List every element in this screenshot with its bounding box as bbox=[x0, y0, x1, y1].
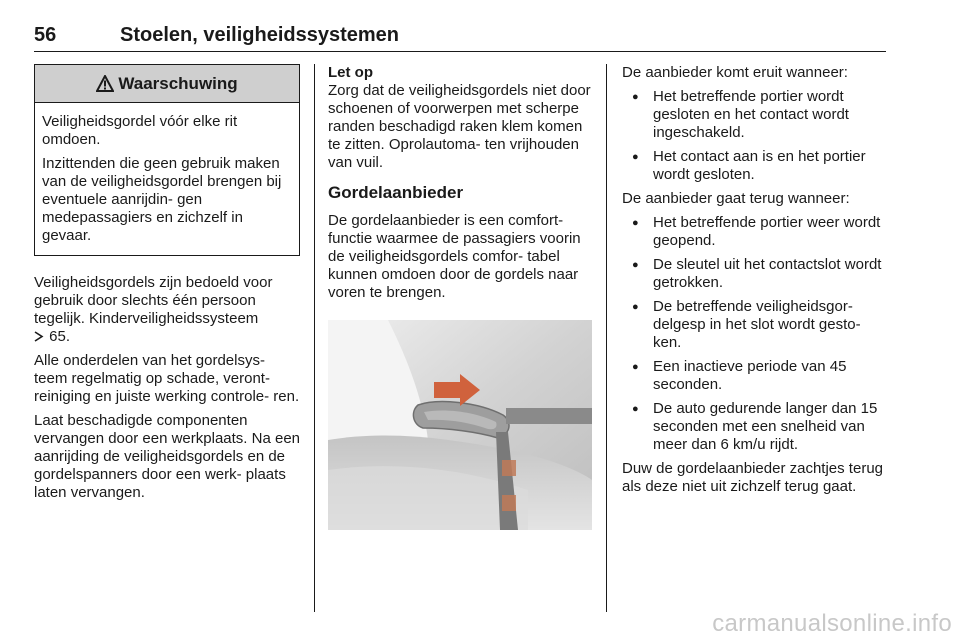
list-item: ● De betreffende veiligheidsgor- delgesp in het slot wordt gesto- ken. bbox=[622, 298, 886, 352]
warning-box bbox=[34, 64, 300, 256]
warning-body bbox=[35, 103, 299, 255]
column-divider bbox=[606, 64, 607, 612]
paragraph: De gordelaanbieder is een comfort- functie waarmee de passagiers voorin de veiligheidsgordels comfor- tabel kunnen omdoen door de gordels naar voren te brengen. bbox=[328, 212, 581, 301]
page-header bbox=[34, 24, 886, 52]
paragraph-text: Veiligheidsgordels zijn bedoeld voor gebruik door slechts één persoon tegelijk. Kinderveiligheidssysteem bbox=[34, 274, 273, 327]
paragraph: Laat beschadigde componenten vervangen door een werkplaats. Na een aanrijding de veiligheidsgordels en de gordelspanners door een werk- plaats laten vervangen. bbox=[34, 412, 301, 501]
running-title: Stoelen, veiligheidssystemen bbox=[120, 24, 399, 46]
list-item: ● De auto gedurende langer dan 15 seconden met een snelheid van meer dan 6 km/u rijdt. bbox=[622, 400, 886, 454]
list-item: ● Het betreffende portier wordt gesloten en het contact wordt ingeschakeld. bbox=[622, 88, 886, 142]
column-divider bbox=[314, 64, 315, 612]
warning-header bbox=[35, 65, 299, 103]
column-middle bbox=[328, 64, 592, 535]
paragraph: Alle onderdelen van het gordelsys- teem regelmatig op schade, veront- reiniging en juiste werking controle- ren. bbox=[34, 352, 300, 405]
list-item: ● Een inactieve periode van 45 seconden. bbox=[622, 358, 886, 394]
belt-presenter-illustration bbox=[328, 320, 592, 530]
bullet-list bbox=[622, 88, 886, 184]
page-number: 56 bbox=[34, 24, 57, 46]
warning-paragraph: Inzittenden die geen gebruik maken van de veiligheidsgordel brengen bij eventuele aanrijdin- gen medepassagiers en zichzelf in gevaar. bbox=[42, 155, 282, 244]
note-text: Zorg dat de veiligheidsgordels niet door schoenen of voorwerpen met scherpe randen beschadigd raken klem komen te zitten. Oprolautoma- ten vrijhouden van vuil. bbox=[328, 82, 591, 171]
warning-triangle-icon bbox=[96, 75, 114, 92]
list-item: ● Het betreffende portier weer wordt geopend. bbox=[622, 214, 886, 250]
list-item: ● De sleutel uit het contactslot wordt getrokken. bbox=[622, 256, 886, 292]
page-reference-arrow-icon[interactable] bbox=[34, 331, 45, 342]
list-intro: De aanbieder komt eruit wanneer: bbox=[622, 64, 848, 81]
section-heading: Gordelaanbieder bbox=[328, 183, 464, 202]
bullet-list bbox=[622, 214, 886, 454]
watermark: carmanualsonline.info bbox=[712, 610, 952, 637]
column-left bbox=[34, 64, 300, 508]
warning-paragraph: Veiligheidsgordel vóór elke rit omdoen. bbox=[42, 113, 238, 148]
column-right bbox=[622, 64, 886, 502]
page-reference-link[interactable]: 65. bbox=[49, 328, 71, 345]
note-label: Let op bbox=[328, 64, 373, 81]
paragraph: Duw de gordelaanbieder zachtjes terug als deze niet uit zichzelf terug gaat. bbox=[622, 460, 883, 495]
list-item: ● Het contact aan is en het portier wordt gesloten. bbox=[622, 148, 886, 184]
warning-title: Waarschuwing bbox=[118, 73, 238, 93]
list-intro: De aanbieder gaat terug wanneer: bbox=[622, 190, 850, 207]
paragraph bbox=[34, 274, 300, 346]
